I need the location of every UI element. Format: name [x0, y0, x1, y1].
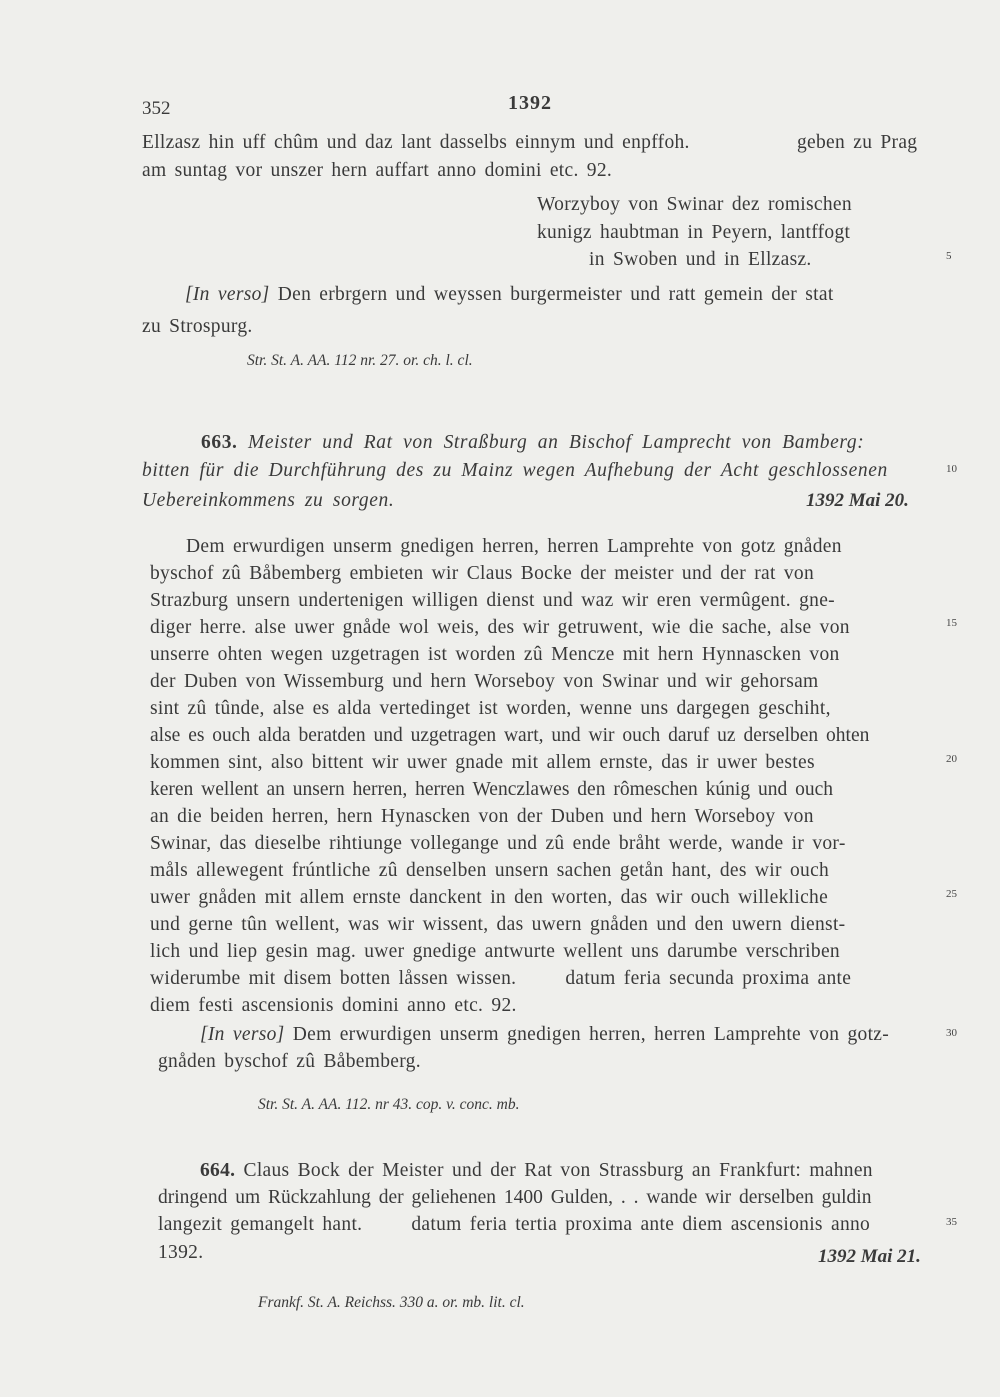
doc663-verso: [200, 1024, 889, 1046]
margin-line-number-20: 20: [946, 753, 957, 765]
doc663-body-line-16: lich und liep gesin mag. uwer gnedige antwurte wellent uns darumbe verschriben: [150, 941, 840, 962]
prev-signature-3: in Swoben und in Ellzasz.: [589, 249, 812, 270]
prev-verso-label: [In verso]: [185, 284, 270, 305]
prev-line-1-date: geben zu Prag: [797, 132, 918, 153]
doc663-body-line-14: uwer gnåden mit allem ernste danckent in den worten, das wir ouch willekliche: [150, 887, 829, 908]
doc664-line-1-text: Claus Bock der Meister und der Rat von Strassburg an Frankfurt: mahnen: [243, 1160, 873, 1181]
prev-line-2: am suntag vor unszer hern auffart anno domini etc. 92.: [142, 160, 613, 181]
doc663-heading-1: [201, 432, 864, 454]
doc663-body-line-8: alse es ouch alda beratden und uzgetragen wart, und wir ouch daruf uz derselben ohten: [150, 725, 870, 746]
doc663-body-line-18: diem festi ascensionis domini anno etc. 92.: [150, 995, 517, 1016]
doc663-body-line-3: Strazburg unsern undertenigen willigen dienst und waz wir eren vermûgent. gne-: [150, 590, 835, 611]
doc663-verso-line-2: gnåden byschof zû Båbemberg.: [158, 1051, 421, 1072]
doc663-body-line-13: måls allewegent frúntliche zû denselben unsern sachen getån hant, des wir ouch: [150, 860, 830, 881]
prev-verso: [185, 284, 834, 306]
doc663-date: 1392 Mai 20.: [806, 490, 909, 511]
prev-verso-text: Den erbrgern und weyssen burgermeister und ratt gemein der stat: [277, 284, 834, 305]
doc663-body-line-10: keren wellent an unsern herren, herren Wenczlawes den rômeschen kúnig und ouch: [150, 779, 833, 800]
doc663-body-line-4: diger herre. alse uwer gnåde wol weis, des wir getruwent, wie die sache, alse von: [150, 617, 850, 638]
doc664-source-note: Frankf. St. A. Reichss. 330 a. or. mb. lit. cl.: [258, 1294, 525, 1311]
margin-line-number-5: 5: [946, 250, 952, 262]
doc664-line-4: 1392.: [158, 1242, 204, 1263]
doc663-body-line-7: sint zû tûnde, alse es alda vertedinget ist worden, wenne uns dargegen geschiht,: [150, 698, 831, 719]
doc664-line-2: dringend um Rückzahlung der geliehenen 1400 Gulden, . . wande wir derselben guldin: [158, 1187, 872, 1208]
doc663-source-note: Str. St. A. AA. 112. nr 43. cop. v. conc. mb.: [258, 1096, 520, 1113]
margin-line-number-30: 30: [946, 1027, 957, 1039]
doc663-body-line-6: der Duben von Wissemburg und hern Worseboy von Swinar und wir gehorsam: [150, 671, 819, 692]
prev-signature-2: kunigz haubtman in Peyern, lantffogt: [537, 222, 851, 243]
doc664-line-1: [200, 1160, 873, 1182]
doc663-body-line-5: unserre ohten wegen uzgetragen ist worden zû Mencze mit hern Hynnascken von: [150, 644, 840, 665]
doc663-heading-3: Uebereinkommens zu sorgen.: [142, 490, 395, 511]
doc663-verso-text: Dem erwurdigen unserm gnedigen herren, herren Lamprehte von gotz-: [292, 1024, 890, 1045]
doc663-body-line-9: kommen sint, also bittent wir uwer gnade mit allem ernste, das ir uwer bestes: [150, 752, 815, 773]
doc663-number: 663.: [201, 432, 238, 453]
running-head-year: 1392: [508, 92, 552, 114]
doc664-number: 664.: [200, 1160, 236, 1181]
doc663-body-line-12: Swinar, das dieselbe rihtiunge vollegange und zû ende bråht werde, wande ir vor-: [150, 833, 846, 854]
doc663-heading-2: bitten für die Durchführung des zu Mainz wegen Aufhebung der Acht geschlossenen: [142, 460, 888, 481]
page-number: 352: [142, 98, 171, 119]
margin-line-number-35: 35: [946, 1216, 957, 1228]
doc664-date: 1392 Mai 21.: [818, 1246, 921, 1267]
prev-line-1: Ellzasz hin uff chûm und daz lant dasselbs einnym und enpffoh.: [142, 132, 690, 153]
margin-line-number-10: 10: [946, 463, 957, 475]
doc664-line-3: langezit gemangelt hant. datum feria tertia proxima ante diem ascensionis anno: [158, 1214, 871, 1235]
doc663-body-line-2: byschof zû Båbemberg embieten wir Claus Bocke der meister und der rat von: [150, 563, 815, 584]
doc663-body-line-1: Dem erwurdigen unserm gnedigen herren, herren Lamprehte von gotz gnåden: [186, 536, 842, 557]
doc663-body-line-15: und gerne tûn wellent, was wir wissent, das uwern gnåden und den uwern dienst-: [150, 914, 846, 935]
doc663-heading-text-1: Meister und Rat von Straßburg an Bischof Lamprecht von Bamberg:: [248, 432, 865, 453]
doc663-verso-label: [In verso]: [200, 1024, 285, 1045]
doc663-body-line-11: an die beiden herren, hern Hynascken von der Duben und hern Worseboy von: [150, 806, 814, 827]
margin-line-number-25: 25: [946, 888, 957, 900]
prev-verso-line-2: zu Strospurg.: [142, 316, 253, 337]
prev-signature-1: Worzyboy von Swinar dez romischen: [537, 194, 852, 215]
margin-line-number-15: 15: [946, 617, 957, 629]
prev-source-note: Str. St. A. AA. 112 nr. 27. or. ch. l. cl.: [247, 352, 473, 369]
doc663-body-line-17: widerumbe mit disem botten låssen wissen. datum feria secunda proxima ante: [150, 968, 852, 989]
